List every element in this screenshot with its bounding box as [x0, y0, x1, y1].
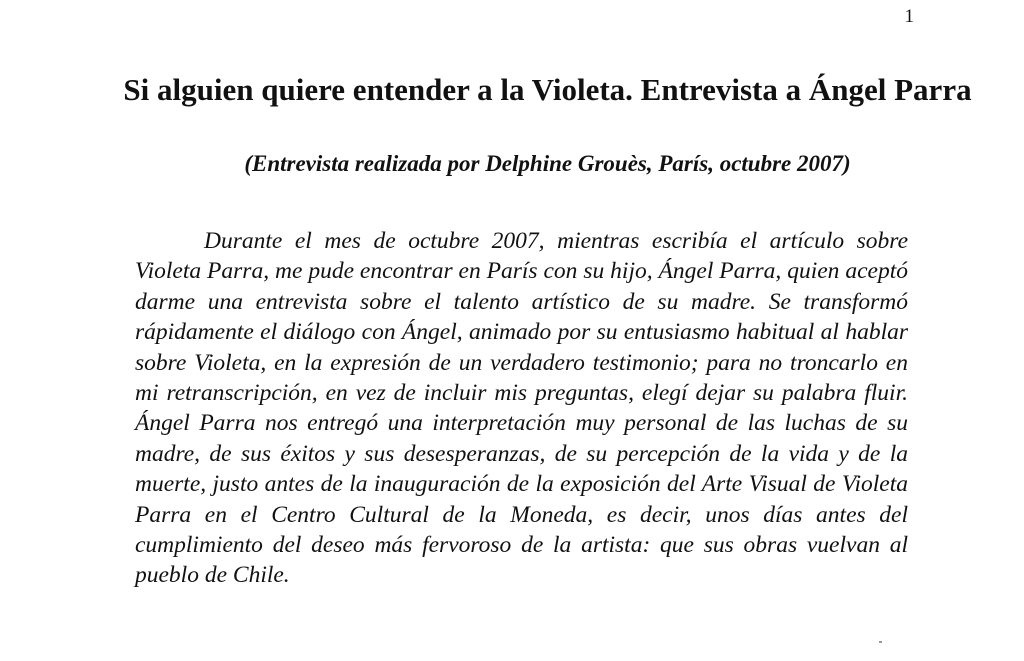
document-subtitle: (Entrevista realizada por Delphine Grouès, París, octubre 2007)	[244, 151, 851, 176]
body-paragraph: Durante el mes de octubre 2007, mientras escribía el artículo sobre Violeta Parra, me pude encontrar en París con su hijo, Ángel Parra, quien aceptó darme una entrevista sobre el talento artístico de su madre. Se transformó rápidamente el diálogo con Ángel, animado por su entusiasmo habitual al hablar sobre Violeta, en la expresión de un verdadero testimonio; para no troncarlo en mi retranscripción, en vez de incluir mis preguntas, elegí dejar su palabra fluir. Ángel Parra nos entregó una interpretación muy personal de las luchas de su madre, de sus éxitos y sus desesperanzas, de su percepción de la vida y de la muerte, justo antes de la inauguración de la exposición del Arte Visual de Violeta Parra en el Centro Cultural de la Moneda, es decir, unos días antes del cumplimiento del deseo más fervoroso de la artista: que sus obras vuelvan al pueblo de Chile.	[135, 228, 908, 589]
scan-speck	[879, 641, 882, 643]
page-number: 1	[904, 6, 914, 27]
document-title: Si alguien quiere entender a la Violeta. Entrevista a Ángel Parra	[123, 72, 972, 107]
